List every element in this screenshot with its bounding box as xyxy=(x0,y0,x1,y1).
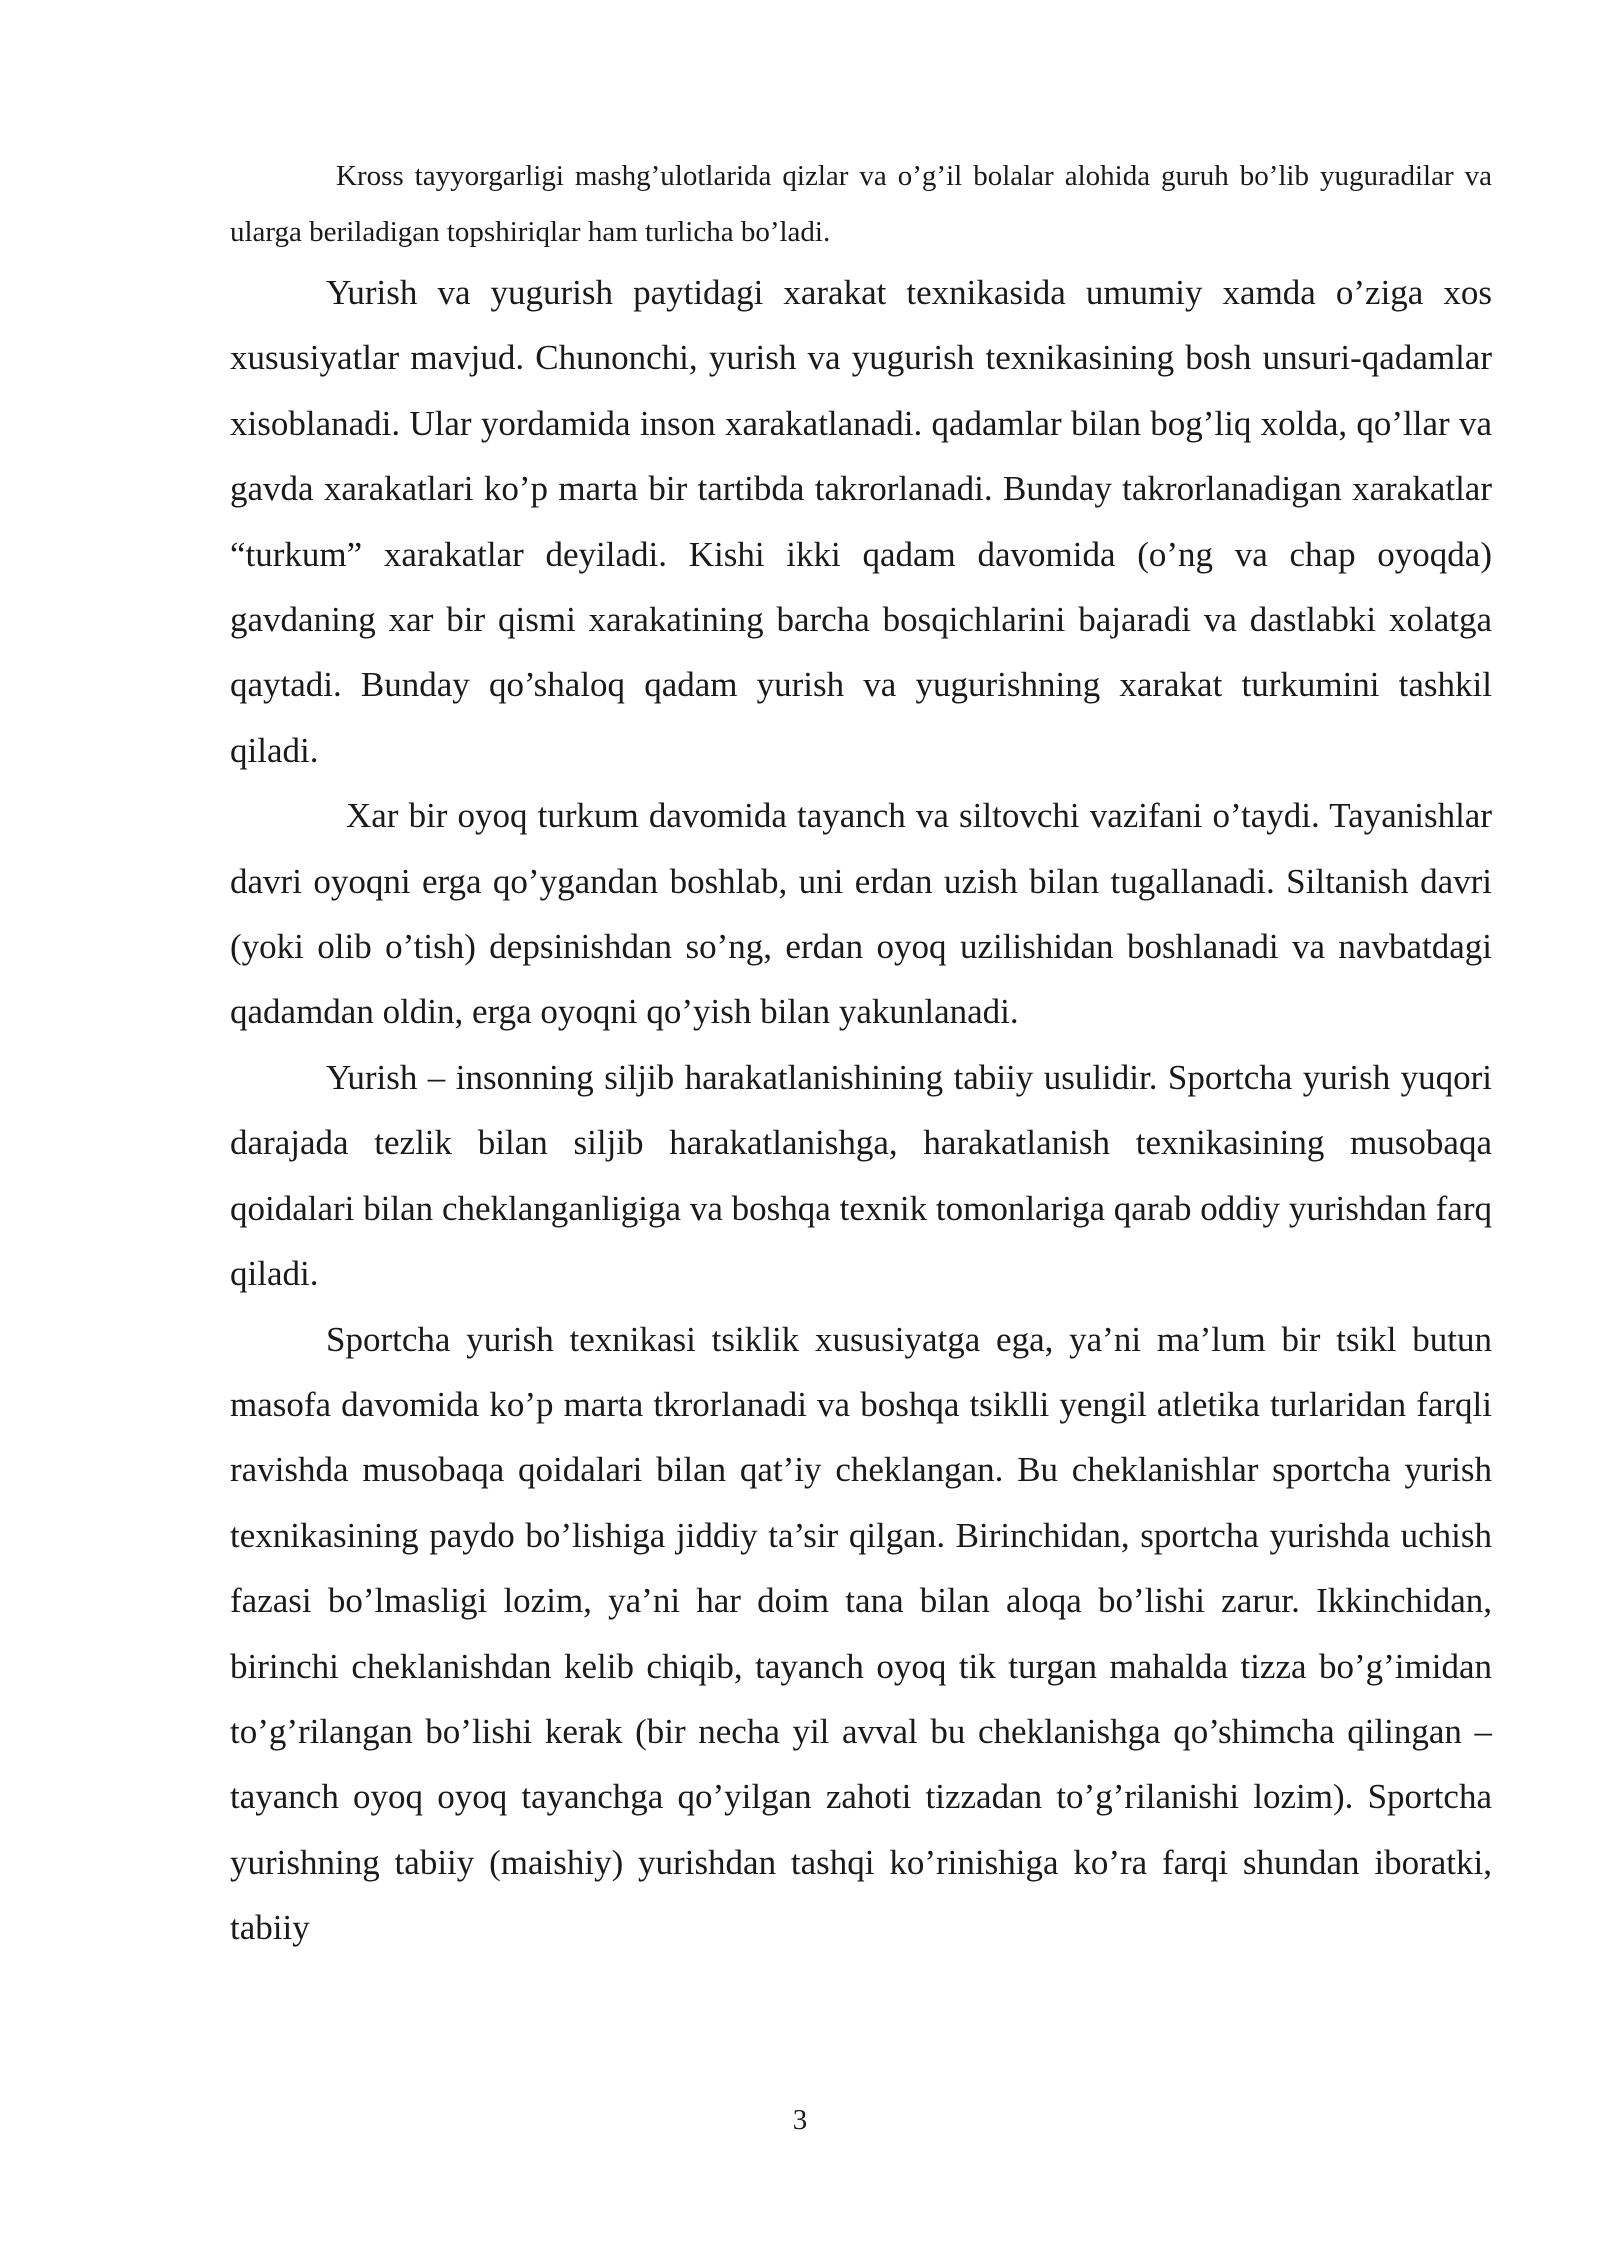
paragraph-kross-training: Kross tayyorgarligi mashg’ulotlarida qizlar va o’g’il bolalar alohida guruh bo’lib yuguradilar va ularga beriladigan topshiriqlar ham turlicha bo’ladi. xyxy=(230,160,1492,248)
paragraph-leg-cycle: Xar bir oyoq turkum davomida tayanch va siltovchi vazifani o’taydi. Tayanishlar davri oyoqni erga qo’ygandan boshlab, uni erdan uzish bilan tugallanadi. Siltanish davri (yoki olib o’tish) depsinishdan so’ng, erdan oyoq uzilishidan boshlanadi va navbatdagi qadamdan oldin, erga oyoqni qo’yish bilan yakunlanadi. xyxy=(230,796,1492,1032)
paragraph-walking-definition: Yurish – insonning siljib harakatlanishining tabiiy usulidir. Sportcha yurish yuqori darajada tezlik bilan siljib harakatlanishga, harakatlanish texnikasining musobaqa qoidalari bilan cheklanganligiga va boshqa texnik tomonlariga qarab oddiy yurishdan farq qiladi. xyxy=(230,1057,1492,1294)
paragraph-race-walking-technique: Sportcha yurish texnikasi tsiklik xususiyatga ega, ya’ni ma’lum bir tsikl butun masofa davomida ko’p marta tkrorlanadi va boshqa tsiklli yengil atletika turlaridan farqli ravishda musobaqa qoidalari bilan qat’iy cheklangan. Bu cheklanishlar sportcha yurish texnikasining paydo bo’lishiga jiddiy ta’sir qilgan. Birinchidan, sportcha yurishda uchish fazasi bo’lmasligi lozim, ya’ni har doim tana bilan aloqa bo’lishi zarur. Ikkinchidan, birinchi cheklanishdan kelib chiqib, tayanch oyoq tik turgan mahalda tizza bo’g’imidan to’g’rilangan bo’lishi kerak (bir necha yil avval bu cheklanishga qo’shimcha qilingan – tayanch oyoq oyoq tayanchga qo’yilgan zahoti tizzadan to’g’rilanishi lozim). Sportcha yurishning tabiiy (maishiy) yurishdan tashqi ko’rinishiga ko’ra farqi shundan iboratki, tabiiy xyxy=(230,1319,1492,1948)
page-body xyxy=(230,148,1492,1961)
page-number: 3 xyxy=(792,2104,808,2136)
paragraph-walking-running-technique: Yurish va yugurish paytidagi xarakat texnikasida umumiy xamda o’ziga xos xususiyatlar mavjud. Chunonchi, yurish va yugurish texnikasining bosh unsuri-qadamlar xisoblanadi. Ular yordamida inson xarakatlanadi. qadamlar bilan bog’liq xolda, qo’llar va gavda xarakatlari ko’p marta bir tartibda takrorlanadi. Bunday takrorlanadigan xarakatlar “turkum” xarakatlar deyiladi. Kishi ikki qadam davomida (o’ng va chap oyoqda) gavdaning xar bir qismi xarakatining barcha bosqichlarini bajaradi va dastlabki xolatga qaytadi. Bunday qo’shaloq qadam yurish va yugurishning xarakat turkumini tashkil qiladi. xyxy=(230,273,1492,770)
